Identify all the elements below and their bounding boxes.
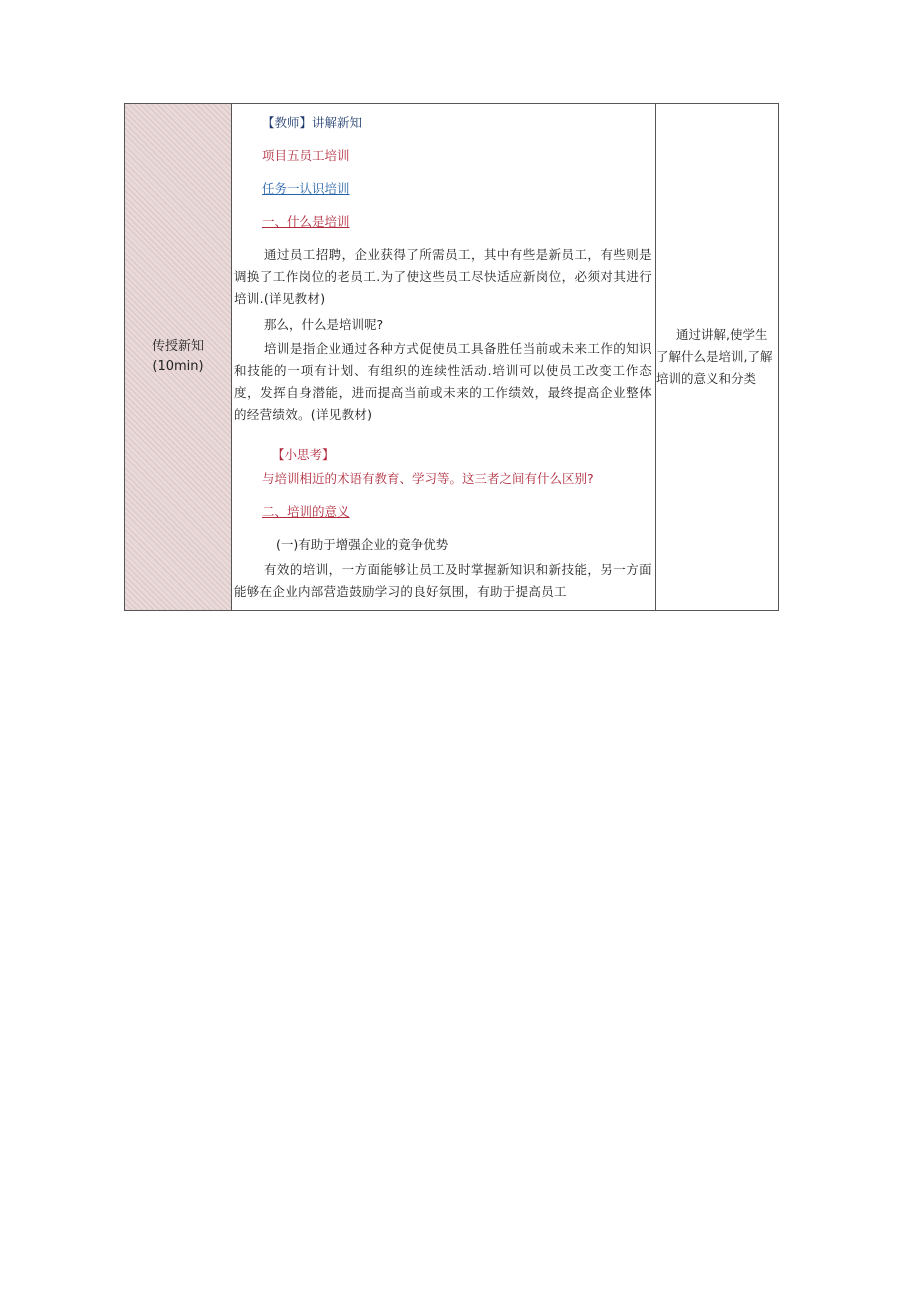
think-tag: 【小思考】 xyxy=(272,447,335,462)
note-cell xyxy=(656,104,778,610)
stage-duration: (10min) xyxy=(152,359,204,374)
paragraph-1: 通过员工招聘，企业获得了所需员工，其中有些是新员工，有些则是调换了工作岗位的老员工.为了使这些员工尽快适应新岗位，必须对其进行培训.(详见教材) xyxy=(234,247,652,306)
section1-title[interactable]: 一、什么是培训 xyxy=(262,214,350,229)
task-title-link[interactable]: 任务一认识培训 xyxy=(262,181,350,196)
paragraph-2: 培训是指企业通过各种方式促使员工具备胜任当前或未来工作的知识和技能的一项有计划、有组织的连续性活动.培训可以使员工改变工作态度，发挥自身潜能，进而提高当前或未来的工作绩效，最终提高企业整体的经营绩效。(详见教材) xyxy=(234,341,652,422)
lesson-plan-table xyxy=(124,103,779,611)
think-question: 与培训相近的术语有教育、学习等。这三者之间有什么区别? xyxy=(262,471,594,486)
section2-title[interactable]: 二、培训的意义 xyxy=(262,504,350,519)
note-text: 通过讲解,使学生了解什么是培训,了解培训的意义和分类 xyxy=(656,327,773,386)
subsection1-title: (一)有助于增强企业的竟争优势 xyxy=(276,537,449,552)
project-title: 项目五员工培训 xyxy=(262,148,350,163)
stage-cell xyxy=(125,104,232,610)
content-cell xyxy=(232,104,656,610)
stage-name: 传授新知 xyxy=(151,339,204,354)
paragraph-3: 有效的培训，一方面能够让员工及时掌握新知识和新技能，另一方面能够在企业内部营造鼓励学习的良好氛围，有助于提高员工 xyxy=(234,562,652,599)
teacher-tag: 【教师】讲解新知 xyxy=(262,115,363,130)
question-line: 那么，什么是培训呢? xyxy=(264,317,384,332)
